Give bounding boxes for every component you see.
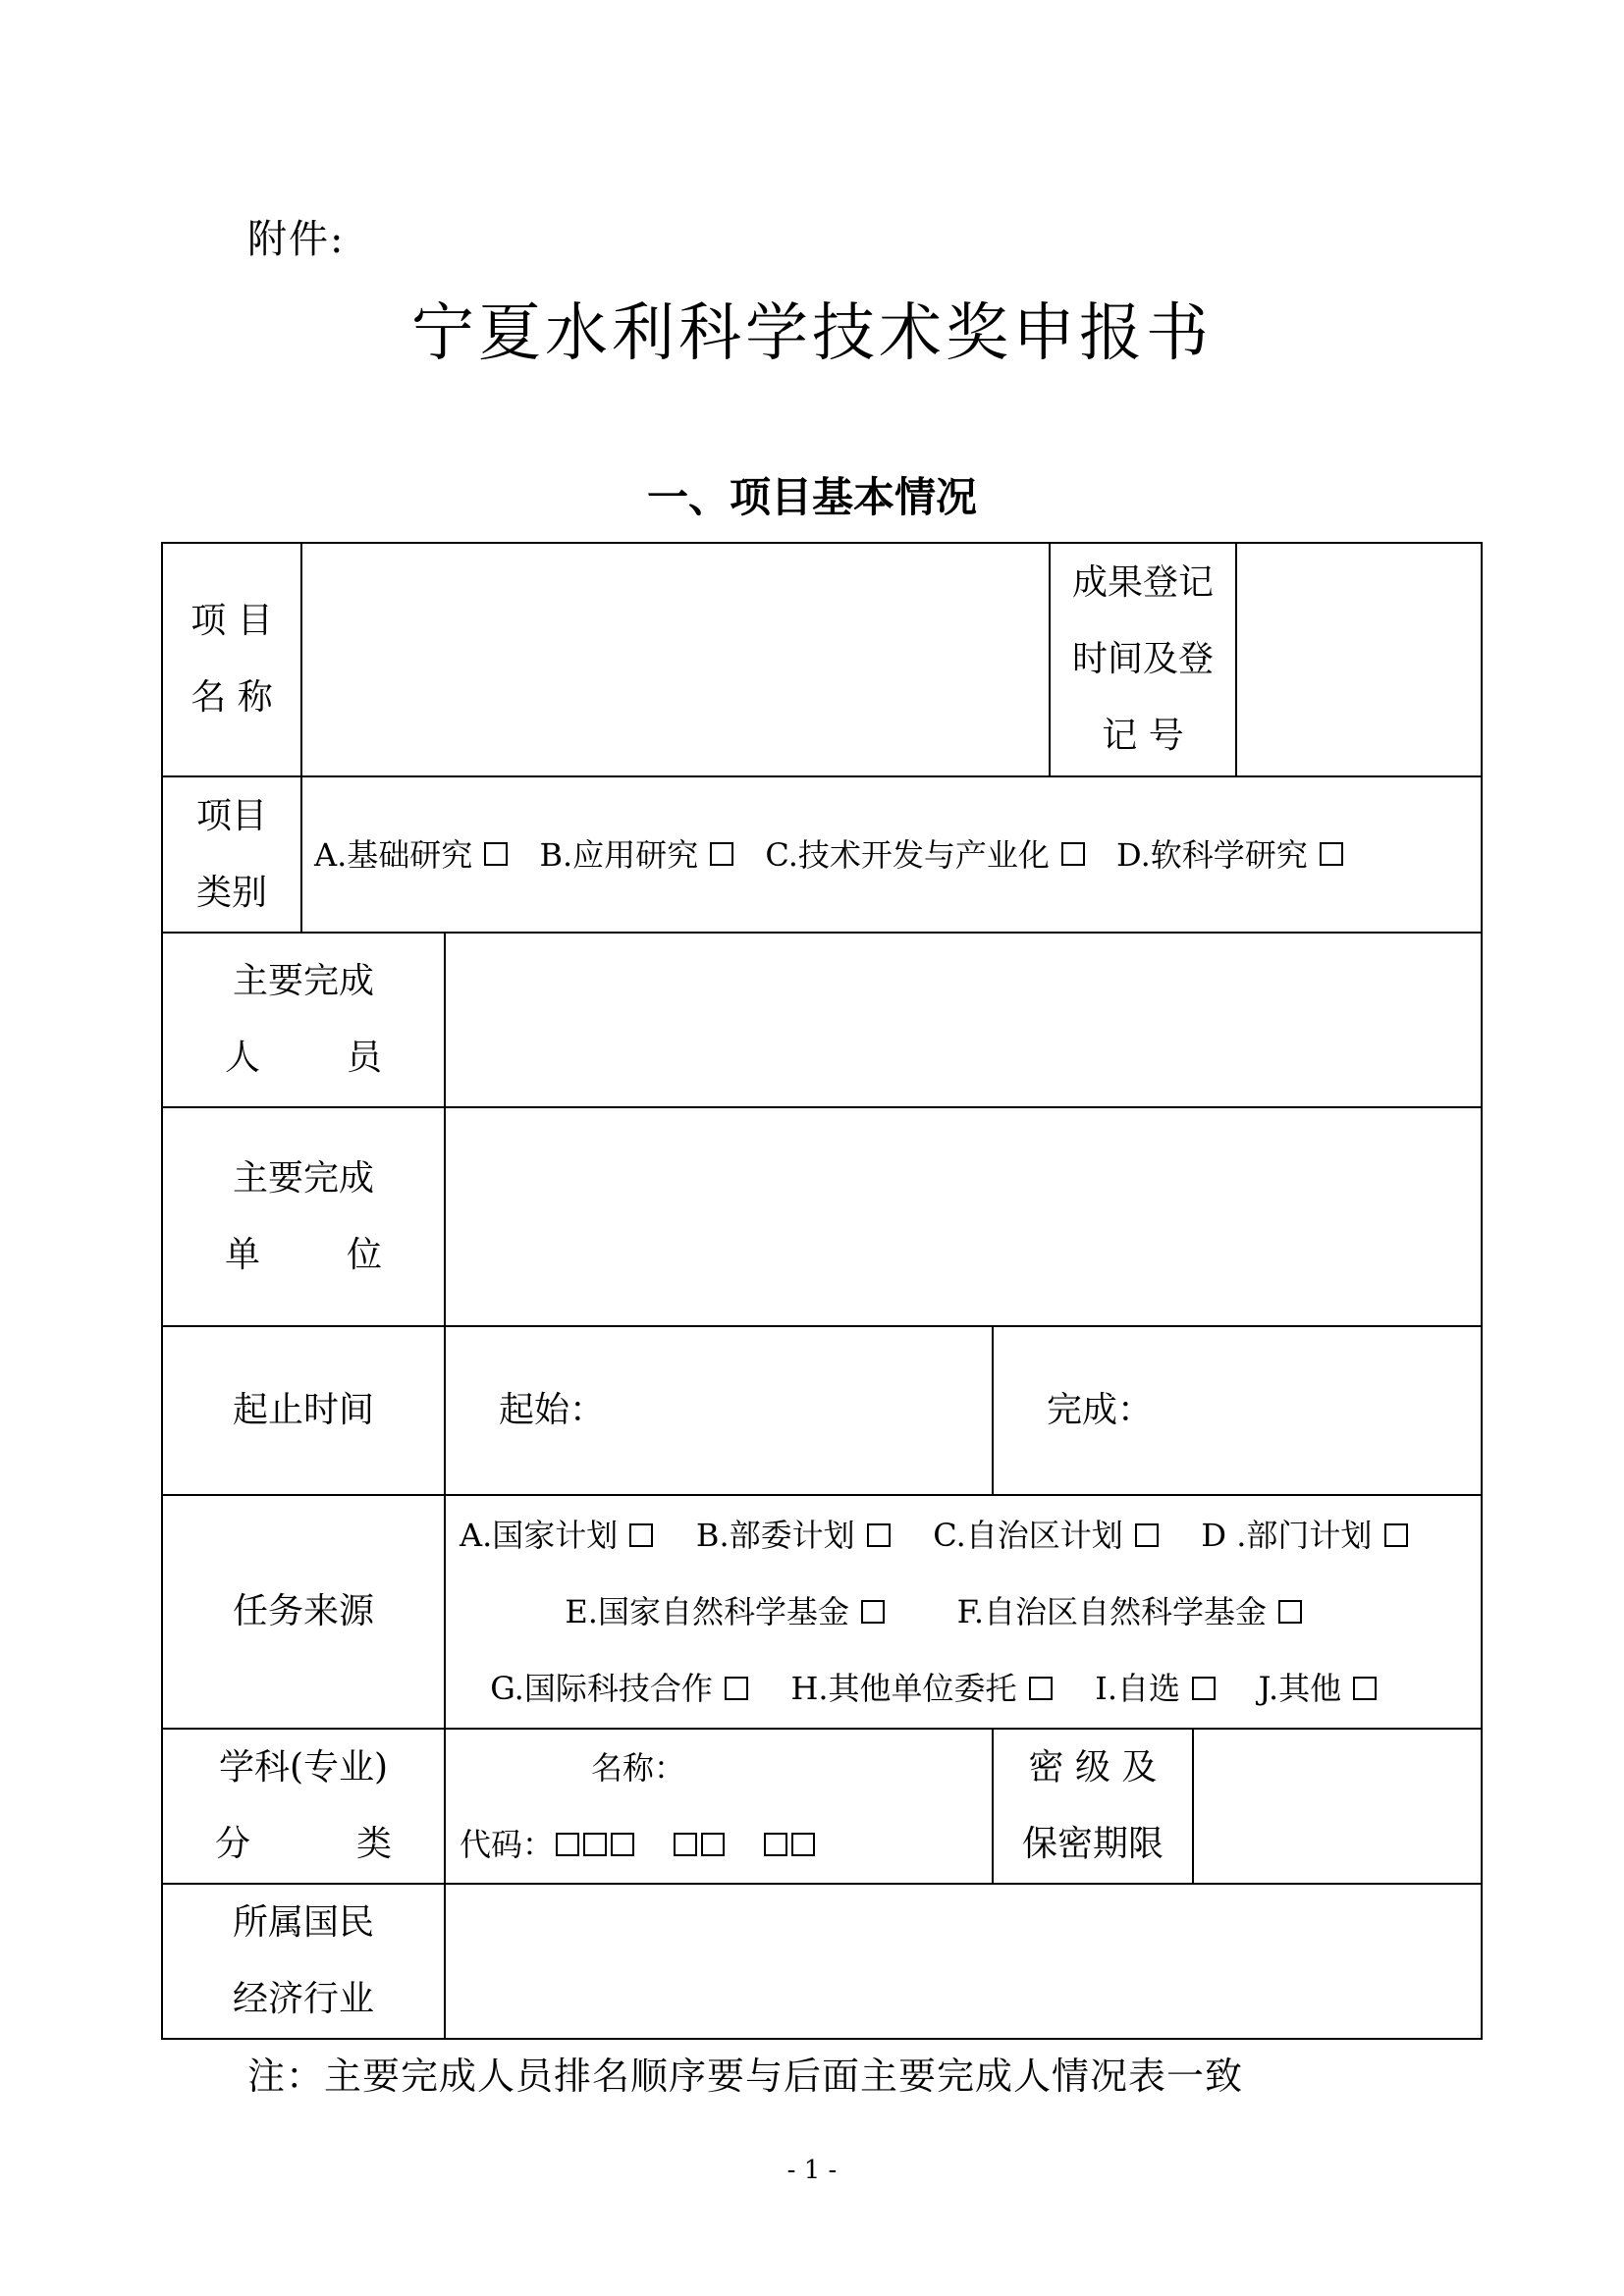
- code-box-icon: [556, 1833, 579, 1856]
- checkbox-icon: [1353, 1677, 1377, 1700]
- discipline-fields: [460, 1730, 990, 1883]
- code-box-icon: [764, 1833, 787, 1856]
- task-source-option[interactable]: D .部门计划: [1201, 1517, 1409, 1554]
- project-name-label: 项 目 名 称: [190, 601, 273, 718]
- secret-level-field[interactable]: [1194, 1730, 1481, 1883]
- registration-label: 成果登记 时间及登 记 号: [1071, 562, 1214, 756]
- document-title: 宁夏水利科学技术奖申报书: [411, 297, 1213, 370]
- task-source-options: [460, 1496, 1475, 1728]
- discipline-label: 学科(专业) 分 类: [215, 1747, 392, 1864]
- category-options: [314, 777, 1473, 932]
- code-box-icon: [674, 1833, 697, 1856]
- code-box-icon: [583, 1833, 607, 1856]
- task-source-option[interactable]: J.其他: [1259, 1670, 1380, 1707]
- checkbox-icon: [710, 842, 733, 866]
- checkbox-icon: [1192, 1677, 1216, 1700]
- period-label: 起止时间: [232, 1390, 374, 1430]
- checkbox-icon: [484, 842, 508, 866]
- code-box-icon: [791, 1833, 815, 1856]
- checkbox-icon: [1061, 842, 1085, 866]
- registration-field[interactable]: [1237, 544, 1481, 775]
- project-name-field[interactable]: [302, 544, 1049, 775]
- section-title: 一、项目基本情况: [646, 473, 977, 521]
- checkbox-icon: [1320, 842, 1343, 866]
- main-persons-field[interactable]: [446, 934, 1481, 1106]
- category-label: 项目 类别: [195, 795, 267, 913]
- attachment-label: 附件:: [247, 217, 346, 262]
- code-box-icon: [611, 1833, 634, 1856]
- checkbox-icon: [725, 1677, 748, 1700]
- checkbox-icon: [1278, 1600, 1302, 1624]
- period-end-field[interactable]: 完成：: [1047, 1390, 1154, 1430]
- task-source-option[interactable]: B.部委计划: [696, 1517, 893, 1554]
- page-number: - 1 -: [786, 2156, 838, 2185]
- industry-field[interactable]: [446, 1885, 1481, 2038]
- task-source-option[interactable]: E.国家自然科学基金: [565, 1593, 887, 1630]
- checkbox-icon: [1029, 1677, 1053, 1700]
- task-source-option[interactable]: A.国家计划: [460, 1517, 655, 1554]
- main-units-label: 主要完成 单 位: [225, 1157, 382, 1275]
- checkbox-icon: [629, 1523, 653, 1547]
- discipline-code-field[interactable]: 代码：: [460, 1806, 817, 1883]
- checkbox-icon: [1384, 1523, 1408, 1547]
- task-source-option[interactable]: F.自治区自然科学基金: [957, 1593, 1305, 1630]
- period-start-field[interactable]: 起始：: [499, 1390, 606, 1430]
- task-source-option[interactable]: I.自选: [1095, 1670, 1218, 1707]
- checkbox-icon: [1135, 1523, 1159, 1547]
- main-persons-label: 主要完成 人 员: [225, 961, 382, 1078]
- category-option[interactable]: C.技术开发与产业化: [765, 817, 1087, 893]
- industry-label: 所属国民 经济行业: [232, 1902, 374, 2019]
- checkbox-icon: [861, 1600, 885, 1624]
- category-option[interactable]: B.应用研究: [539, 817, 735, 893]
- category-option[interactable]: D.软科学研究: [1116, 817, 1345, 893]
- task-source-label: 任务来源: [232, 1591, 374, 1631]
- task-source-option[interactable]: C.自治区计划: [933, 1517, 1161, 1554]
- code-box-icon: [701, 1833, 725, 1856]
- secret-level-label: 密 级 及 保密期限: [1021, 1747, 1164, 1864]
- category-option[interactable]: A.基础研究: [314, 817, 510, 893]
- footnote: 注：主要完成人员排名顺序要与后面主要完成人情况表一致: [247, 2055, 1244, 2098]
- task-source-option[interactable]: G.国际科技合作: [490, 1670, 750, 1707]
- discipline-name-field[interactable]: 名称：: [591, 1749, 686, 1787]
- checkbox-icon: [867, 1523, 891, 1547]
- main-units-field[interactable]: [446, 1108, 1481, 1325]
- task-source-option[interactable]: H.其他单位委托: [790, 1670, 1054, 1707]
